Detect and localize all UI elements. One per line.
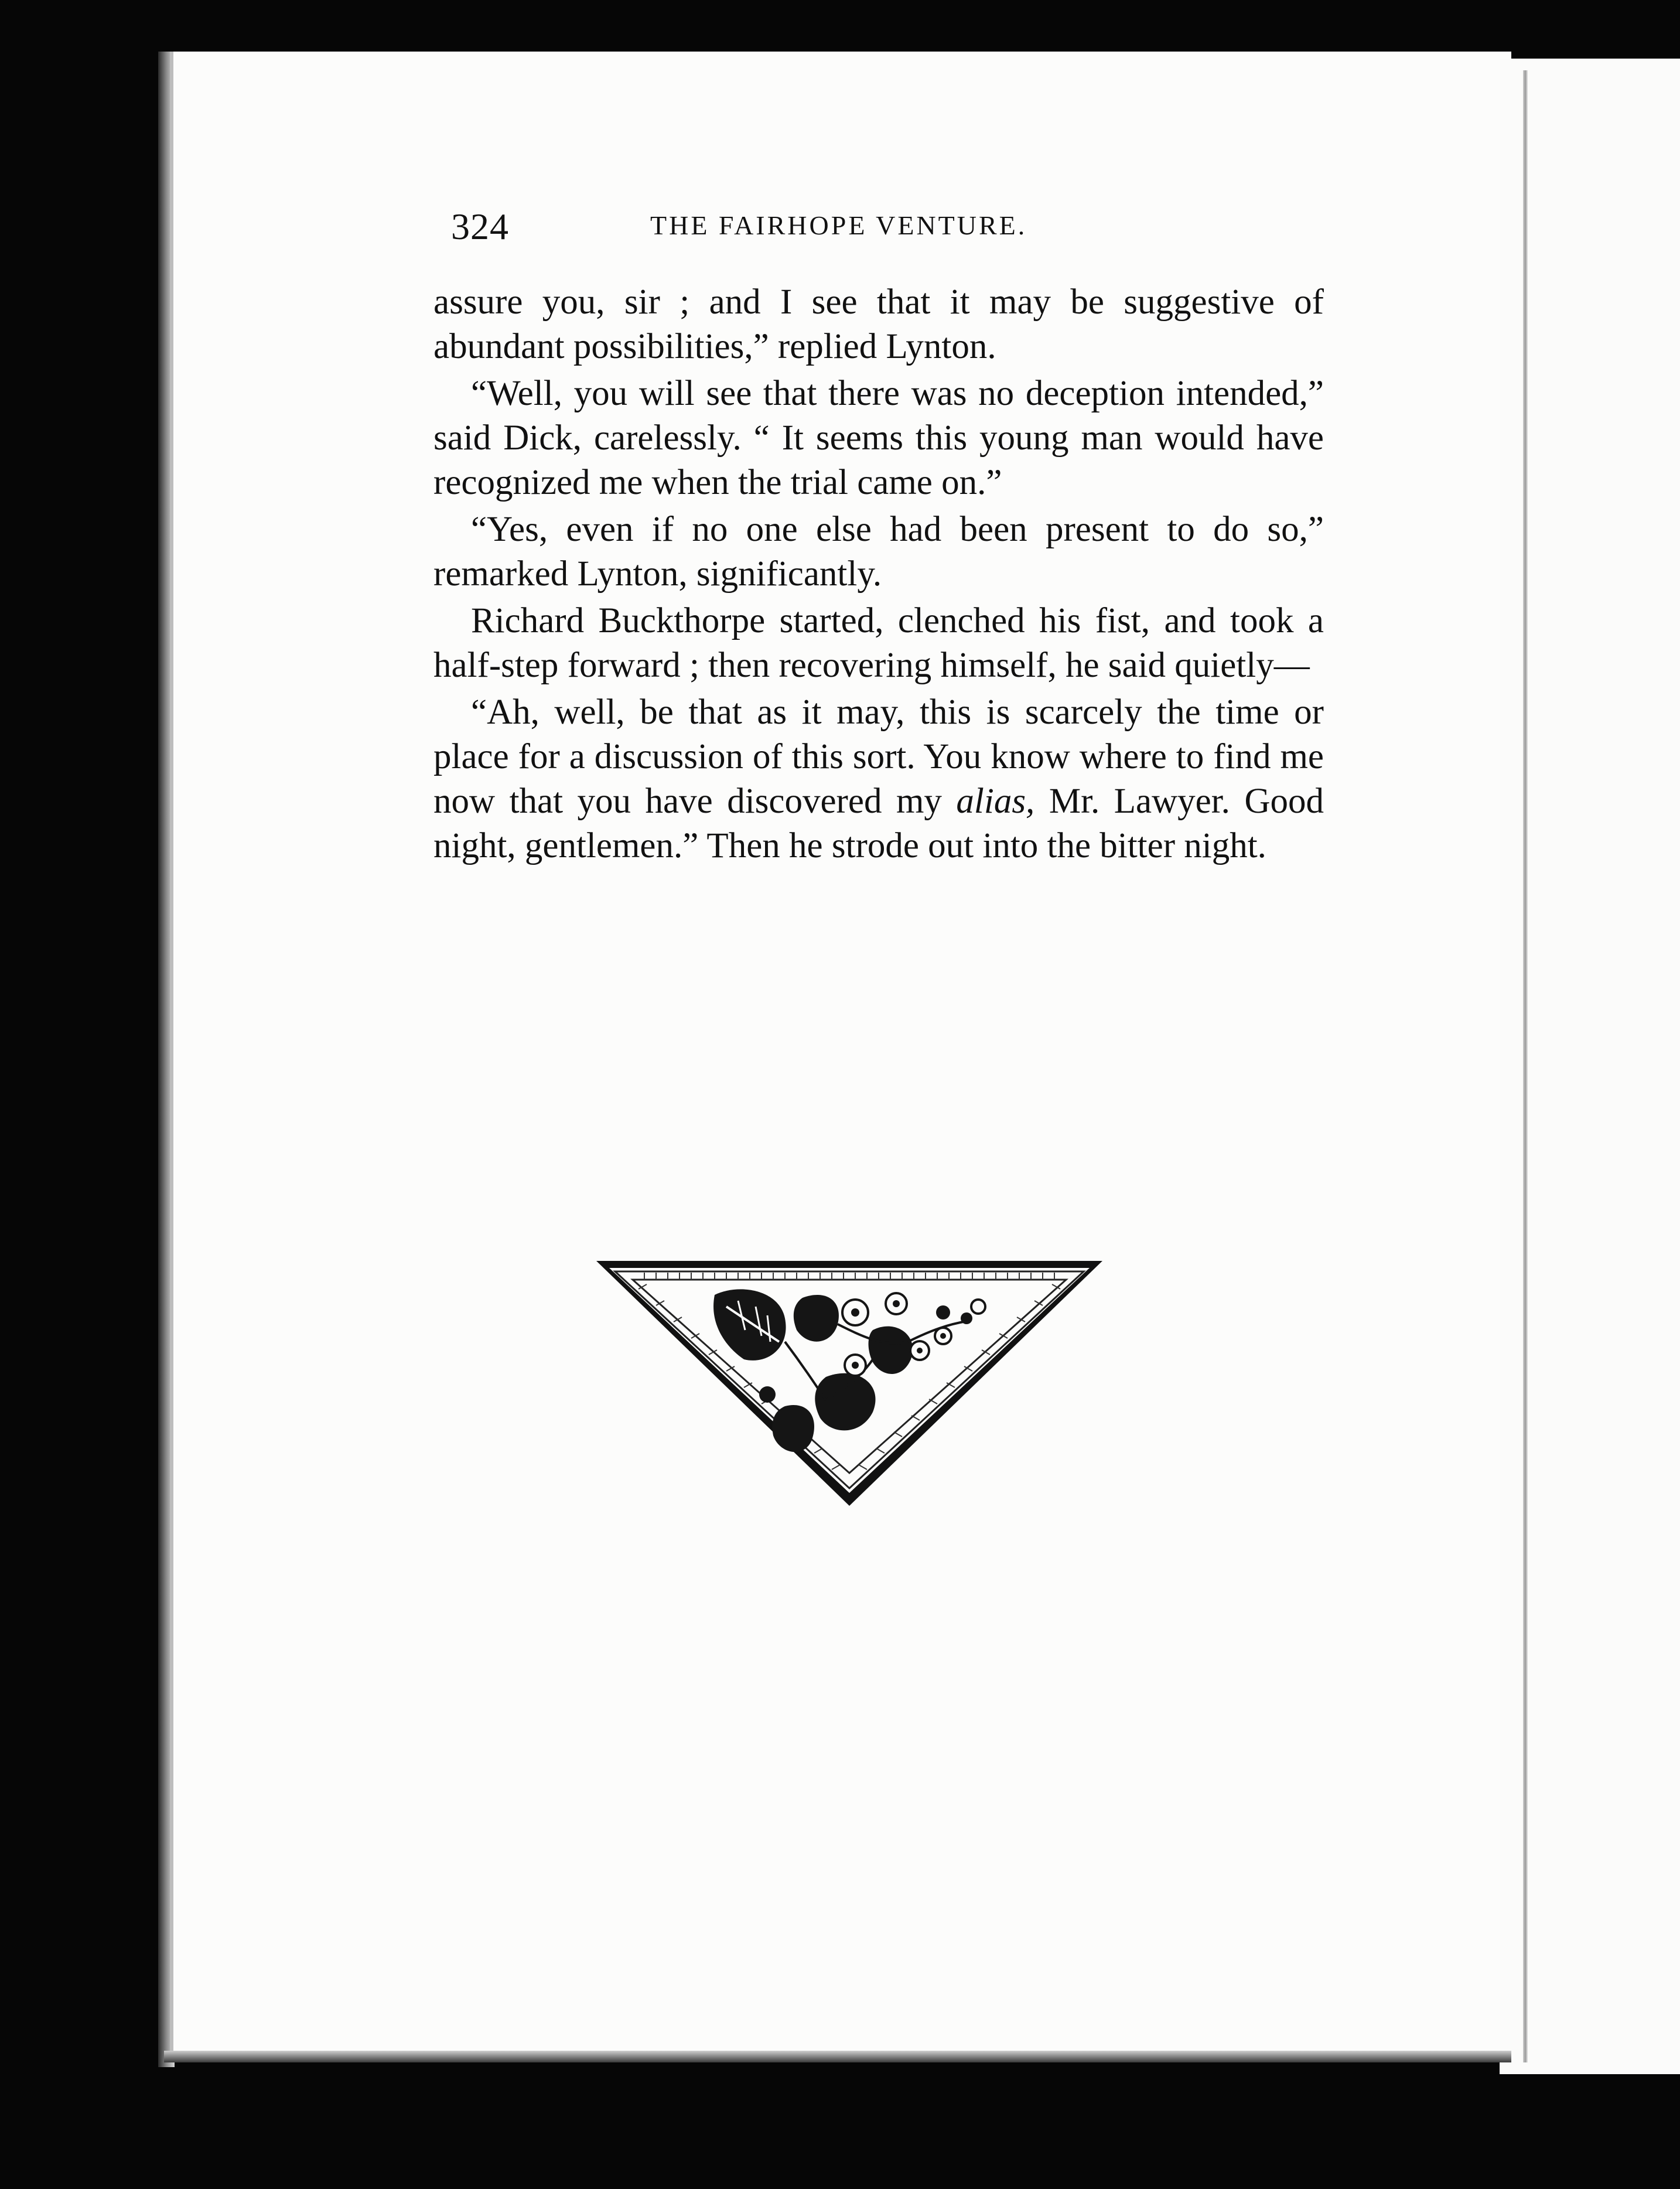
page-bottom-shadow (164, 2051, 1511, 2062)
paragraph-final (433, 690, 1324, 868)
gutter-crease (1523, 70, 1528, 2062)
page-header (451, 205, 1142, 258)
paragraph-continuation: assure you, sir ; and I see that it may be suggestive of abundant possibilities,” replied Lynton. (433, 282, 1324, 366)
floral-ornament-icon (592, 1248, 1107, 1512)
paragraph: “Yes, even if no one else had been present to do so,” remarked Lynton, significantly. (433, 510, 1324, 594)
page-body-text (433, 280, 1324, 871)
page-number: 324 (451, 206, 509, 247)
paragraph-text: Mr. Lawyer. Good night, gentlemen.” Then he strode out into the bitter night. (433, 782, 1324, 865)
paragraph: Richard Buckthorpe started, clenched his fist, and took a half-step forward ; then recovering himself, he said quietly— (433, 601, 1324, 685)
paragraph: “Well, you will see that there was no deception intended,” said Dick, carelessly. “ It seems this young man would have recognized me when the trial came on.” (433, 374, 1324, 502)
running-title: THE FAIRHOPE VENTURE. (650, 210, 1027, 240)
italic-word: alias, (956, 782, 1035, 821)
paragraph-text: “Ah, well, be that as it may, this is scarcely the time or place for a discussion of this sort. You know where to find me now that you have discovered my (433, 693, 1324, 821)
